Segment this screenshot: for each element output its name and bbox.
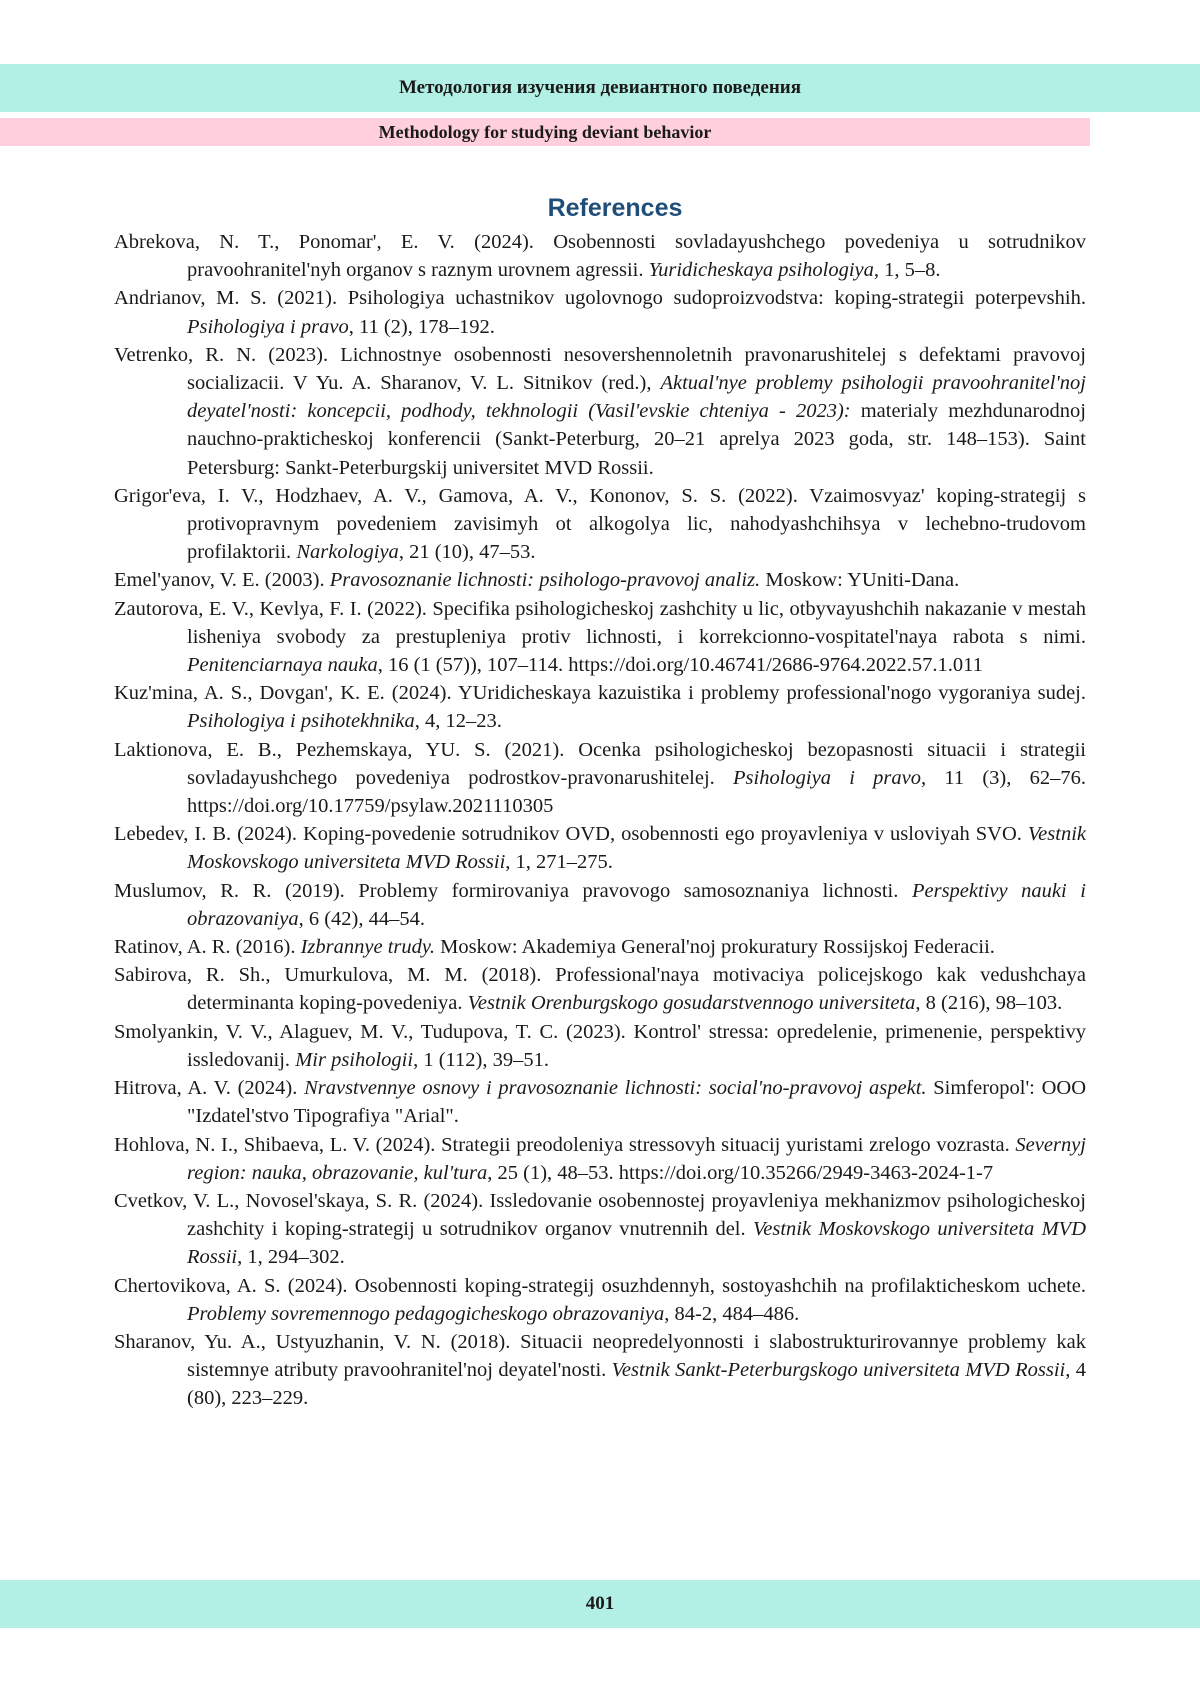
reference-item (114, 482, 1086, 567)
reference-text: Sharanov, Yu. A., Ustyuzhanin, V. N. (2018). Situacii neopredelyonnosti i slabostrukturirovannye problemy kak sistemnye atributy pravoohranitel'noj deyatel'nosti. (114, 1330, 1086, 1382)
reference-source: Vestnik Sankt-Peterburgskogo universiteta MVD Rossii (611, 1359, 1066, 1382)
reference-details: , 8 (216), 98–103. (915, 992, 1063, 1015)
reference-details: , 25 (1), 48–53. https://doi.org/10.35266/2949-3463-2024-1-7 (487, 1161, 994, 1184)
reference-text: Hitrova, A. V. (2024). (114, 1077, 305, 1100)
reference-text: Vetrenko, R. N. (2023). Lichnostnye osobennosti nesovershennoletnih pravonarushitelej s defektami pravovoj socializacii. V Yu. A. Sharanov, V. L. Sitnikov (red.), (114, 343, 1086, 395)
reference-item (114, 933, 1086, 961)
reference-source: Perspektivy nauki i obrazovaniya (187, 879, 1087, 930)
reference-details: , 6 (42), 44–54. (298, 907, 426, 930)
reference-details: , 11 (3), 62–76. https://doi.org/10.17759/psylaw.2021110305 (187, 766, 1086, 818)
reference-item (114, 736, 1086, 821)
reference-text: Ratinov, A. R. (2016). (114, 936, 301, 959)
reference-item (114, 1018, 1086, 1074)
reference-details: , 21 (10), 47–53. (398, 541, 536, 564)
reference-details: , 4 (80), 223–229. (187, 1359, 1086, 1410)
reference-source: Psihologiya i pravo (733, 766, 921, 789)
reference-item (114, 1074, 1086, 1130)
page-number: 401 (585, 1593, 615, 1614)
reference-source: Izbrannye trudy. (300, 936, 435, 959)
reference-item (114, 228, 1086, 284)
reference-details: , 1, 294–302. (237, 1246, 345, 1269)
references-list (114, 228, 1086, 1413)
reference-source: Aktual'nye problemy psihologii pravoohranitel'noj deyatel'nosti: koncepcii, podhody, tekhnologii (Vasil'evskie chteniya - 2023): (187, 372, 1087, 423)
reference-text: Grigor'eva, I. V., Hodzhaev, A. V., Gamova, A. V., Kononov, S. S. (2022). Vzaimosvyaz' koping-strategij s protivopravnym povedeniem zavisimyh ot alkogolya lic, nahodyashchihsya v lechebno-trudovom profilaktorii. (114, 484, 1086, 564)
reference-item (114, 1187, 1086, 1272)
reference-text: Emel'yanov, V. E. (2003). (114, 569, 330, 592)
footer-band (0, 1580, 1200, 1628)
reference-details: , 1 (112), 39–51. (413, 1048, 549, 1071)
reference-item (114, 1328, 1086, 1413)
reference-source: Narkologiya (296, 541, 399, 564)
reference-details: , 4, 12–23. (414, 710, 502, 733)
reference-text: Kuz'mina, A. S., Dovgan', K. E. (2024). YUridicheskaya kazuistika i problemy professional'nogo vygoraniya sudej. (114, 682, 1086, 705)
reference-source: Vestnik Moskovskogo universiteta MVD Rossii (187, 1218, 1086, 1269)
reference-details: , 16 (1 (57)), 107–114. https://doi.org/10.46741/2686-9764.2022.57.1.011 (377, 654, 983, 677)
reference-item (114, 566, 1086, 594)
header-english-title-band (0, 118, 1090, 146)
reference-details: , 1, 271–275. (505, 851, 613, 874)
reference-source: Psihologiya i pravo (187, 315, 349, 338)
reference-source: Mir psihologii (295, 1048, 414, 1071)
reference-text: Hohlova, N. I., Shibaeva, L. V. (2024). Strategii preodoleniya stressovyh situacij yuristami zrelogo vozrasta. (114, 1133, 1016, 1156)
reference-source: Yuridicheskaya psihologiya (648, 259, 874, 282)
reference-item (114, 341, 1086, 482)
header-english-title: Methodology for studying deviant behavior (378, 121, 712, 142)
reference-item (114, 595, 1086, 680)
reference-details: materialy mezhdunarodnoj nauchno-prakticheskoj konferencii (Sankt-Peterburg, 20–21 aprelya 2023 goda, str. 148–153). Saint Petersburg: Sankt-Peterburgskij universitet MVD Rossii. (187, 400, 1087, 479)
reference-text: Abrekova, N. T., Ponomar', E. V. (2024). Osobennosti sovladayushchego povedeniya u sotrudnikov pravoohranitel'nyh organov s raznym urovnem agressii. (114, 231, 1086, 282)
reference-details: Moskow: Akademiya General'noj prokuratury Rossijskoj Federacii. (434, 936, 995, 959)
reference-source: Pravosoznanie lichnosti: psihologo-pravovoj analiz. (329, 569, 761, 592)
reference-text: Cvetkov, V. L., Novosel'skaya, S. R. (2024). Issledovanie osobennostej proyavleniya mekhanizmov psihologicheskoj zashchity i koping-strategij u sotrudnikov organov vnutrennih del. (114, 1189, 1086, 1241)
reference-source: Problemy sovremennogo pedagogicheskogo obrazovaniya (187, 1302, 665, 1325)
reference-details: , 84-2, 484–486. (664, 1302, 800, 1325)
reference-item (114, 877, 1086, 933)
reference-item (114, 284, 1086, 340)
reference-item (114, 1272, 1086, 1328)
reference-item (114, 679, 1086, 735)
reference-text: Laktionova, E. B., Pezhemskaya, YU. S. (2021). Ocenka psihologicheskoj bezopasnosti situacii i strategii sovladayushchego povedeniya podrostkov-pravonarushitelej. (114, 738, 1086, 789)
reference-source: Severnyj region: nauka, obrazovanie, kul'tura (187, 1133, 1086, 1184)
reference-text: Zautorova, E. V., Kevlya, F. I. (2022). Specifika psihologicheskoj zashchity u lic, otbyvayushchih nakazanie v mestah lisheniya svobody za prestupleniya protiv lichnosti, i korrekcionno-vospitatel'naya rabota s nimi. (114, 597, 1086, 648)
reference-details: Moskow: YUniti-Dana. (760, 569, 960, 592)
reference-details: , 1, 5–8. (873, 259, 941, 282)
reference-item (114, 961, 1086, 1017)
reference-text: Chertovikova, A. S. (2024). Osobennosti koping-strategij osuzhdennyh, sostoyashchih na profilakticheskom uchete. (114, 1274, 1086, 1297)
reference-details: , 11 (2), 178–192. (348, 315, 495, 338)
reference-source: Vestnik Orenburgskogo gosudarstvennogo universiteta (467, 992, 916, 1015)
reference-source: Vestnik Moskovskogo universiteta MVD Rossii (187, 823, 1086, 874)
reference-source: Nravstvennye osnovy i pravosoznanie lichnosti: social'no-pravovoj aspekt. (304, 1077, 927, 1100)
reference-item (114, 1131, 1086, 1187)
references-heading: References (547, 194, 683, 222)
header-russian-title: Методология изучения девиантного поведения (398, 77, 802, 98)
reference-source: Penitenciarnaya nauka (187, 654, 378, 677)
reference-text: Andrianov, M. S. (2021). Psihologiya uchastnikov ugolovnogo sudoproizvodstva: koping-strategii poterpevshih. (114, 287, 1086, 310)
reference-text: Lebedev, I. B. (2024). Koping-povedenie sotrudnikov OVD, osobennosti ego proyavleniya v usloviyah SVO. (114, 823, 1028, 846)
header-russian-title-band (0, 64, 1200, 112)
reference-details: Simferopol': OOO "Izdatel'stvo Tipografiya "Arial". (187, 1077, 1086, 1128)
reference-text: Smolyankin, V. V., Alaguev, M. V., Tudupova, T. C. (2023). Kontrol' stressa: opredelenie, primenenie, perspektivy issledovanij. (114, 1020, 1086, 1071)
reference-text: Muslumov, R. R. (2019). Problemy formirovaniya pravovogo samosoznaniya lichnosti. (114, 879, 912, 902)
reference-source: Psihologiya i psihotekhnika (187, 710, 415, 733)
reference-item (114, 820, 1086, 876)
reference-text: Sabirova, R. Sh., Umurkulova, M. M. (2018). Professional'naya motivaciya policejskogo kak vedushchaya determinanta koping-povedeniya. (114, 964, 1086, 1015)
